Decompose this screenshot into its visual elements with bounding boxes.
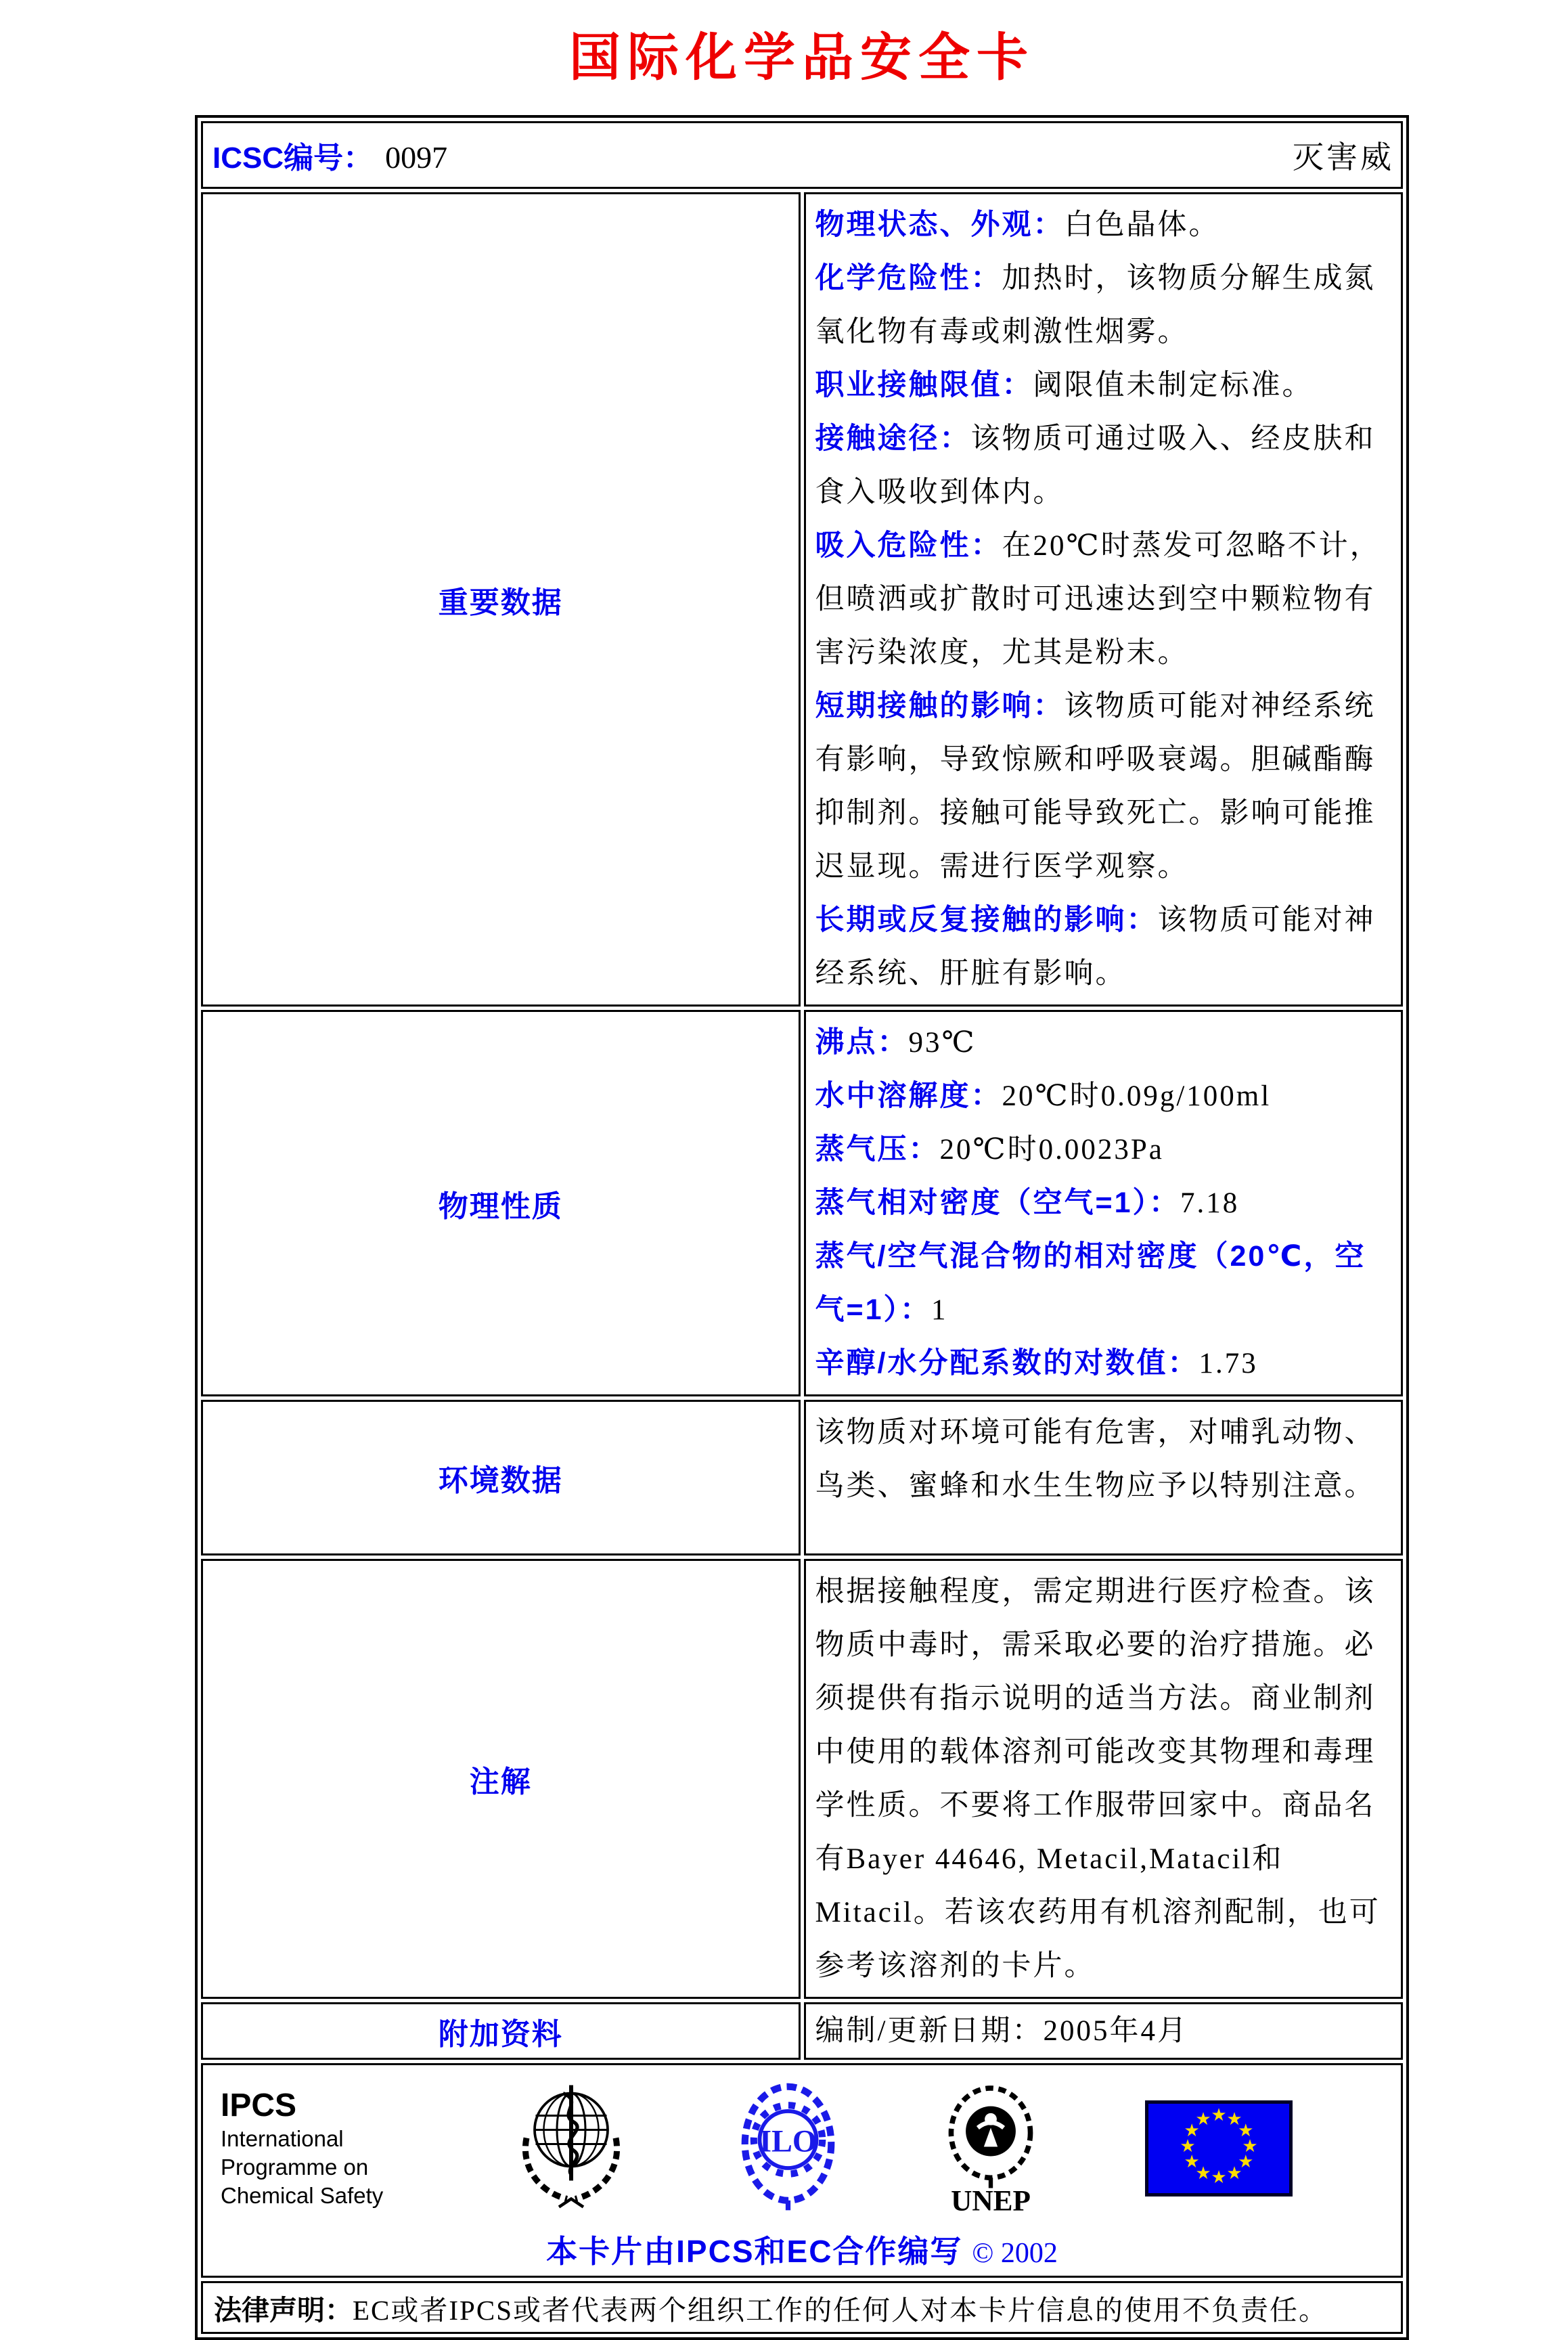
item-text: 该物质可通过吸入、经皮肤和食入吸收到体内。 [815,423,1376,508]
footer-caption [217,2227,1387,2272]
notes-row [201,1559,1403,1999]
environment-data-row [201,1400,1403,1555]
item-text: 20℃时0.0023Pa [939,1134,1164,1166]
logos-row [201,2063,1403,2278]
item-label: 蒸气相对密度（空气=1）： [815,1187,1181,1219]
caption-text: 本卡片由IPCS和EC合作编写 [546,2234,963,2269]
environment-data-content: 该物质对环境可能有危害，对哺乳动物、鸟类、蜜蜂和水生生物应予以特别注意。 [804,1400,1404,1555]
unep-label: UNEP [951,2184,1031,2217]
legal-notice [201,2281,1403,2334]
ilo-logo-icon [739,2081,837,2216]
important-item [815,423,1376,508]
header-row [201,121,1403,189]
section-label-environment: 环境数据 [201,1400,801,1555]
ipcs-line3: Chemical Safety [221,2182,384,2208]
page-title: 国际化学品安全卡 [569,30,1035,87]
icsc-number-value: 0097 [385,140,448,175]
item-text: 在20℃时蒸发可忽略不计，但喷洒或扩散时可迅速达到空中颗粒物有害污染浓度，尤其是粉末。 [815,530,1381,669]
item-label: 物理状态、外观： [815,208,1065,241]
ipcs-text-block [221,2087,403,2210]
legal-label: 法律声明： [214,2294,353,2326]
item-text: 20℃时0.09g/100ml [1002,1080,1272,1112]
item-text: 白色晶体。 [1064,209,1220,241]
item-text: 加热时，该物质分解生成氮氧化物有毒或刺激性烟雾。 [815,263,1376,348]
item-label: 蒸气压： [815,1133,940,1166]
eu-flag-icon: ★ ★ ★ ★ ★ ★ ★ ★ ★ ★ ★ ★ [1145,2100,1293,2196]
ipcs-line1: International [221,2125,344,2151]
unep-logo-icon [943,2081,1038,2216]
item-text: 1 [931,1294,948,1326]
chemical-name: 灭害威 [1293,140,1394,175]
important-item [815,530,1381,669]
physical-item [815,1176,1391,1230]
important-item [815,690,1376,883]
ipcs-acronym: IPCS [221,2087,297,2123]
legal-text: EC或者IPCS或者代表两个组织工作的任何人对本卡片信息的使用不负责任。 [353,2294,1328,2326]
item-label: 吸入危险性： [815,529,1002,562]
item-text: 该物质可能对神经系统、肝脏有影响。 [815,904,1376,990]
item-label: 蒸气/空气混合物的相对密度（20℃，空气=1）： [815,1240,1366,1326]
ipcs-line2: Programme on [221,2154,369,2180]
item-text: 7.18 [1180,1187,1240,1219]
item-text: 该物质可能对神经系统有影响，导致惊厥和呼吸衰竭。胆碱酯酶抑制剂。接触可能导致死亡。影响可能推迟显现。需进行医学观察。 [815,690,1376,883]
section-label-physical: 物理性质 [201,1010,801,1396]
section-label-notes: 注解 [201,1559,801,1999]
icsc-number-label: ICSC编号： [212,141,374,175]
important-item [815,209,1220,241]
item-label: 短期接触的影响： [815,690,1065,722]
section-label-additional: 附加资料 [201,2002,801,2060]
item-label: 沸点： [815,1026,909,1059]
physical-item [815,1069,1391,1123]
additional-info-content: 编制/更新日期：2005年4月 [804,2002,1404,2060]
physical-properties-row [201,1010,1403,1396]
important-item [815,904,1376,990]
section-label-important: 重要数据 [201,192,801,1007]
item-text: 阈限值未制定标准。 [1033,370,1314,401]
icsc-number-group [212,133,447,177]
important-item [815,370,1314,401]
physical-item [815,1337,1391,1390]
logos-strip [217,2073,1387,2217]
important-item [815,263,1376,348]
physical-item [815,1016,1391,1069]
legal-row [201,2281,1403,2334]
item-text: 1.73 [1199,1348,1258,1379]
copyright-text: © 2002 [972,2238,1058,2269]
icsc-card-table [195,115,1409,2340]
notes-content: 根据接触程度，需定期进行医疗检查。该物质中毒时，需采取必要的治疗措施。必须提供有指示说明的适当方法。商业制剂中使用的载体溶剂可能改变其物理和毒理学性质。不要将工作服带回家中。商品名有Bayer 44646, Metacil,Matacil和Mitacil。若该农药用有机溶剂配制，也可参考该溶剂的卡片。 [804,1559,1404,1999]
important-data-content [804,192,1404,1007]
item-label: 水中溶解度： [815,1080,1002,1112]
item-label: 辛醇/水分配系数的对数值： [815,1347,1199,1379]
important-data-row [201,192,1403,1007]
physical-properties-content [804,1010,1404,1396]
additional-info-row [201,2002,1403,2060]
item-label: 职业接触限值： [815,369,1033,401]
physical-item [815,1230,1391,1337]
item-text: 93℃ [908,1027,977,1059]
item-label: 接触途径： [815,422,971,455]
svg-text:ILO: ILO [759,2123,817,2159]
item-label: 化学危险性： [815,262,1002,294]
physical-item [815,1123,1391,1176]
item-label: 长期或反复接触的影响： [815,904,1158,936]
who-logo-icon [510,2079,632,2217]
